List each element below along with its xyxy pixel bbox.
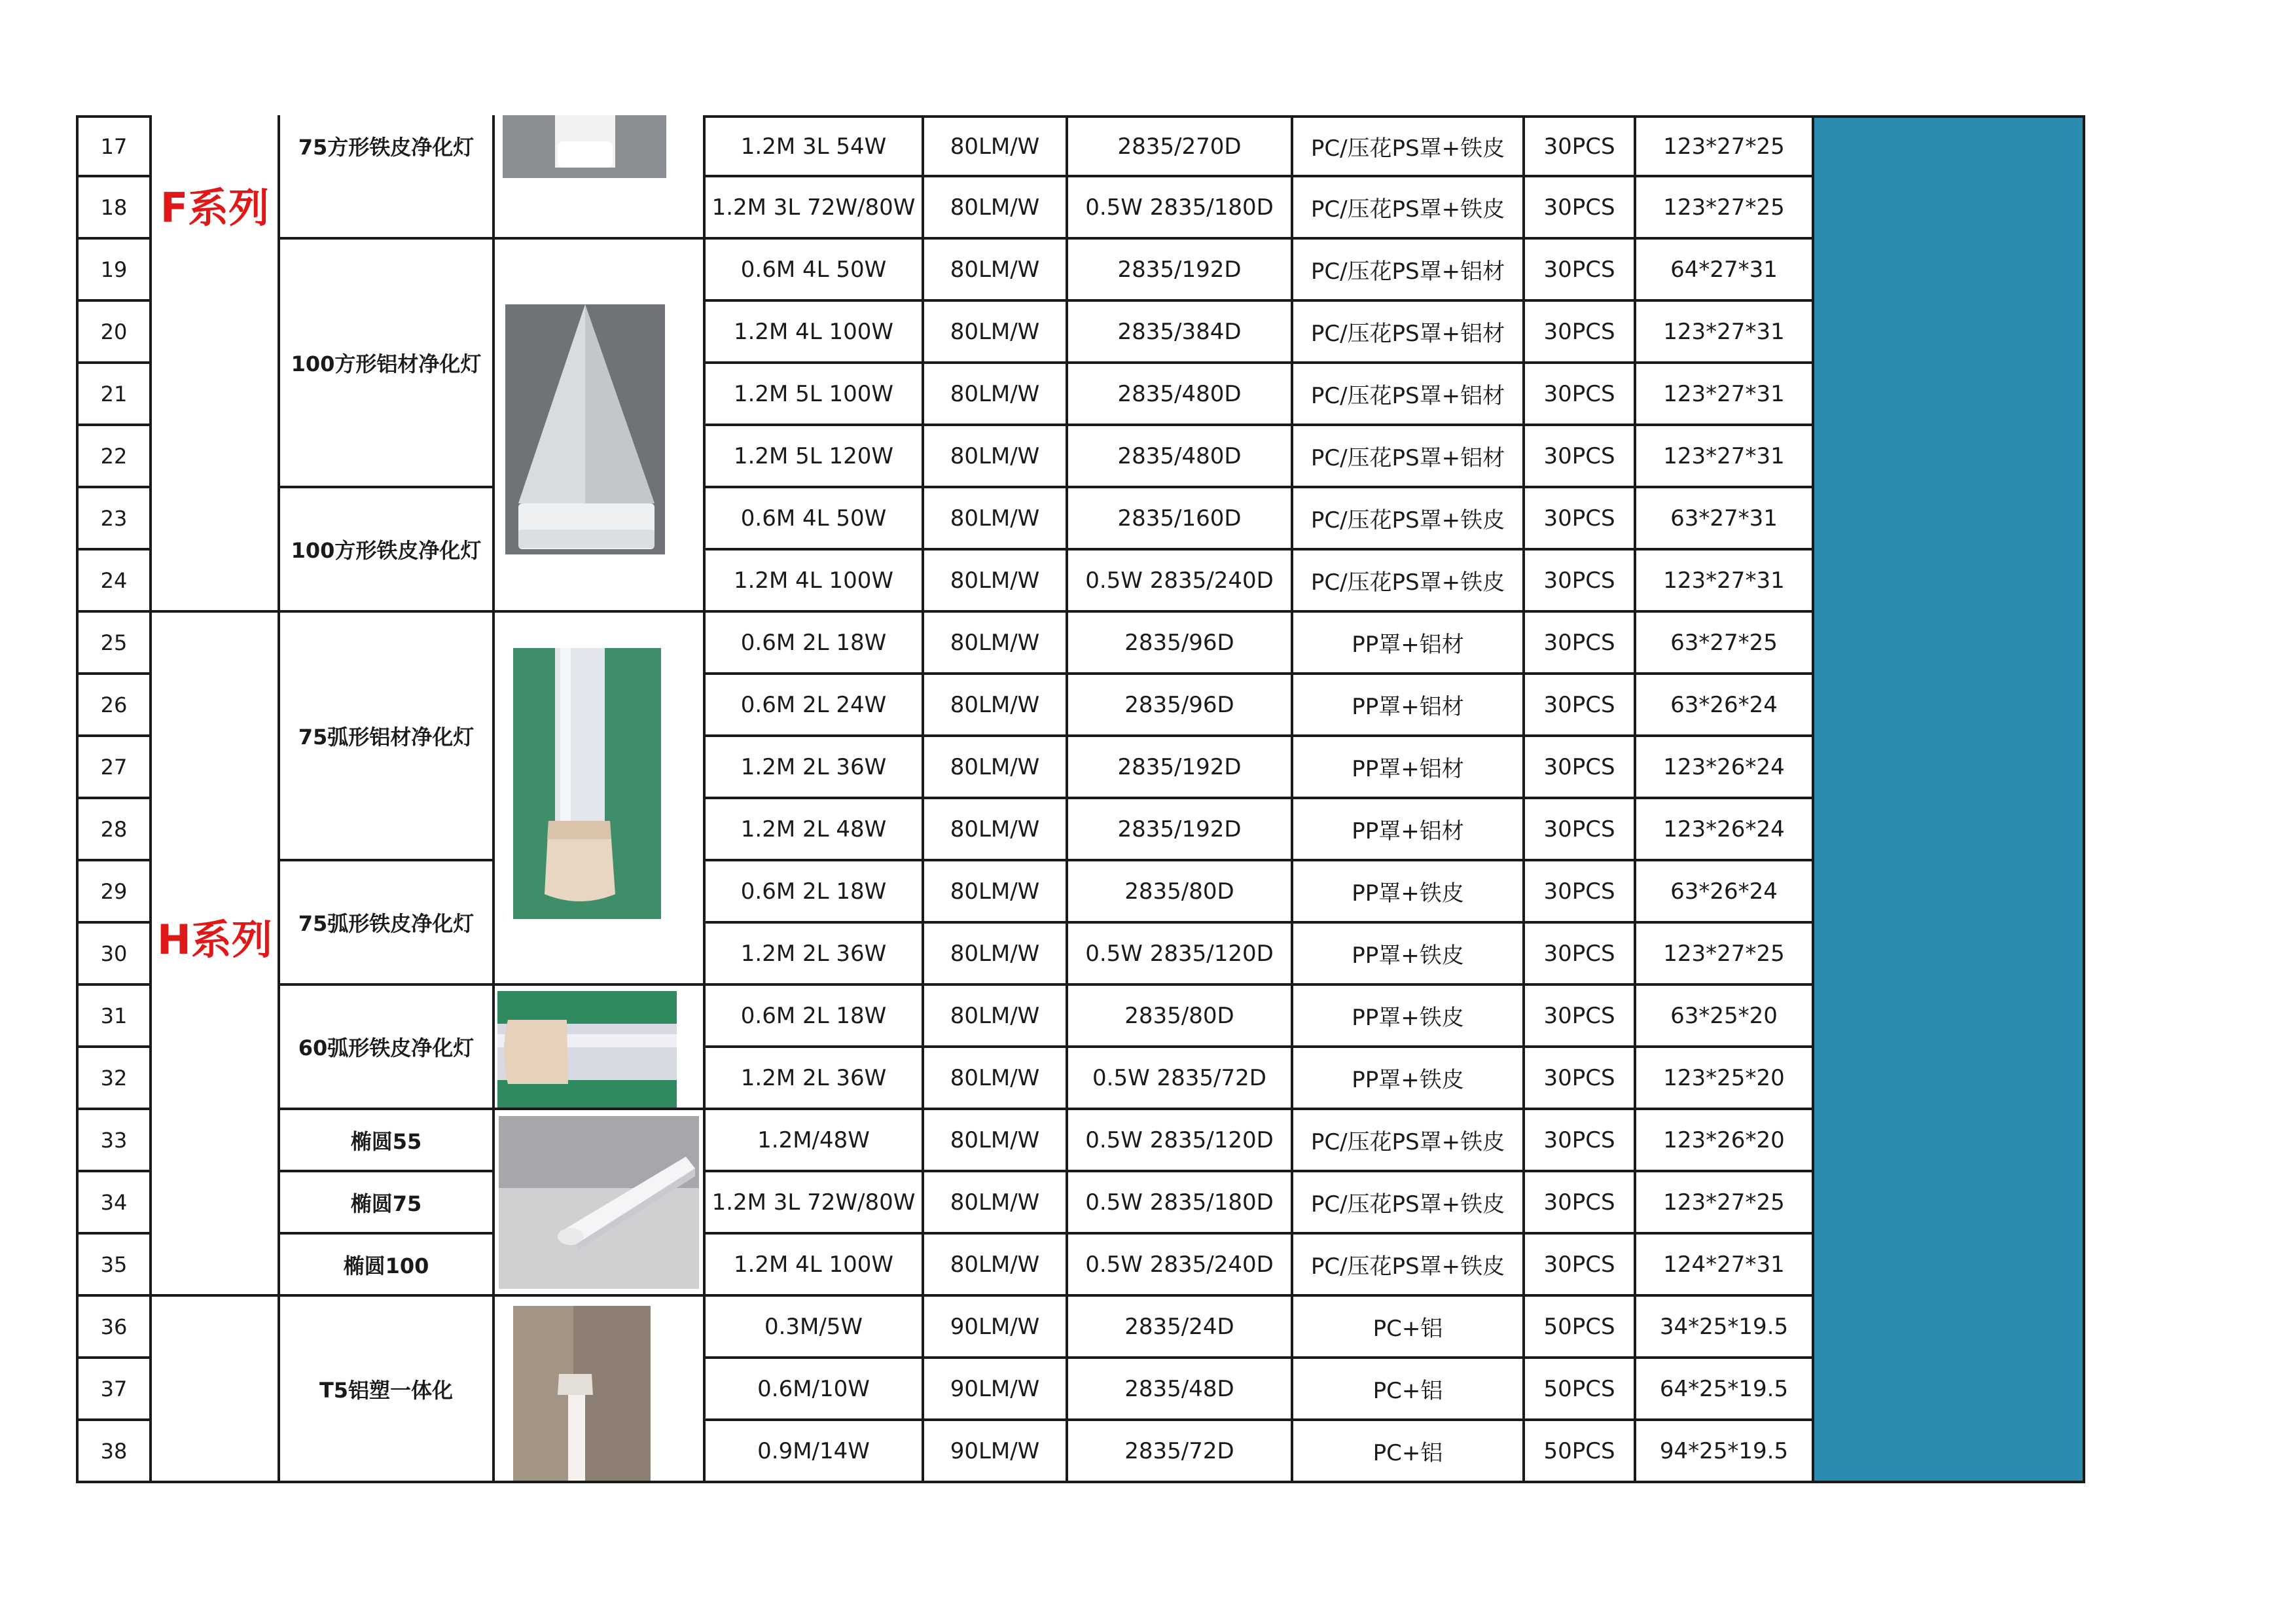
row-number: 32 (76, 1048, 149, 1110)
material-cell: PC/压花PS罩+铁皮 (1291, 488, 1522, 550)
packing-cell: 30PCS (1522, 613, 1634, 675)
spec-cell: 1.2M 5L 100W (703, 364, 922, 426)
carton-size-cell: 63*25*20 (1634, 986, 1812, 1048)
material-cell: PC/压花PS罩+铁皮 (1291, 177, 1522, 240)
packing-cell: 30PCS (1522, 986, 1634, 1048)
spec-cell: 0.6M 2L 18W (703, 986, 922, 1048)
carton-size-cell: 123*27*25 (1634, 177, 1812, 240)
carton-size-cell: 123*27*25 (1634, 115, 1812, 177)
led-cell: 2835/24D (1066, 1297, 1291, 1359)
row-number: 24 (76, 550, 149, 613)
led-cell: 2835/160D (1066, 488, 1291, 550)
row-number: 25 (76, 613, 149, 675)
row-number: 23 (76, 488, 149, 550)
packing-cell: 30PCS (1522, 799, 1634, 861)
product-name: 60弧形铁皮净化灯 (278, 986, 492, 1110)
row-number: 38 (76, 1421, 149, 1483)
efficiency-cell: 80LM/W (922, 799, 1066, 861)
packing-cell: 30PCS (1522, 115, 1634, 177)
spec-cell: 1.2M 3L 72W/80W (703, 1172, 922, 1235)
material-cell: PP罩+铁皮 (1291, 1048, 1522, 1110)
efficiency-cell: 80LM/W (922, 861, 1066, 924)
packing-cell: 30PCS (1522, 177, 1634, 240)
led-cell: 2835/96D (1066, 675, 1291, 737)
row-number: 19 (76, 240, 149, 302)
led-cell: 2835/480D (1066, 426, 1291, 488)
packing-cell: 30PCS (1522, 924, 1634, 986)
efficiency-cell: 80LM/W (922, 364, 1066, 426)
carton-size-cell: 123*26*20 (1634, 1110, 1812, 1172)
packing-cell: 30PCS (1522, 550, 1634, 613)
efficiency-cell: 90LM/W (922, 1421, 1066, 1483)
product-photo-t5 (492, 1297, 703, 1483)
efficiency-cell: 80LM/W (922, 488, 1066, 550)
row-number: 33 (76, 1110, 149, 1172)
packing-cell: 30PCS (1522, 364, 1634, 426)
lamp-image (495, 1297, 703, 1483)
carton-size-cell: 63*26*24 (1634, 861, 1812, 924)
product-name: 75弧形铁皮净化灯 (278, 861, 492, 986)
led-cell: 2835/384D (1066, 302, 1291, 364)
material-cell: PP罩+铝材 (1291, 799, 1522, 861)
material-cell: PP罩+铁皮 (1291, 861, 1522, 924)
material-cell: PC+铝 (1291, 1421, 1522, 1483)
packing-cell: 50PCS (1522, 1297, 1634, 1359)
series-label-h: H系列 (149, 613, 278, 1297)
efficiency-cell: 80LM/W (922, 1172, 1066, 1235)
row-number: 36 (76, 1297, 149, 1359)
material-cell: PC/压花PS罩+铝材 (1291, 426, 1522, 488)
carton-size-cell: 123*27*25 (1634, 924, 1812, 986)
product-photo-h2 (492, 986, 703, 1110)
lamp-image (495, 613, 703, 979)
carton-size-cell: 63*27*25 (1634, 613, 1812, 675)
led-cell: 2835/48D (1066, 1359, 1291, 1421)
carton-size-cell: 123*27*31 (1634, 364, 1812, 426)
spec-cell: 1.2M 3L 72W/80W (703, 177, 922, 240)
led-cell: 2835/72D (1066, 1421, 1291, 1483)
lamp-image (495, 242, 703, 608)
led-cell: 0.5W 2835/180D (1066, 1172, 1291, 1235)
packing-cell: 30PCS (1522, 675, 1634, 737)
material-cell: PC/压花PS罩+铝材 (1291, 302, 1522, 364)
product-name: T5铝塑一体化 (278, 1297, 492, 1483)
led-cell: 0.5W 2835/240D (1066, 1235, 1291, 1297)
product-name: 椭圆55 (278, 1110, 492, 1172)
carton-size-cell: 124*27*31 (1634, 1235, 1812, 1297)
spec-cell: 1.2M 4L 100W (703, 1235, 922, 1297)
packing-cell: 30PCS (1522, 302, 1634, 364)
efficiency-cell: 80LM/W (922, 613, 1066, 675)
led-cell: 2835/80D (1066, 861, 1291, 924)
efficiency-cell: 80LM/W (922, 924, 1066, 986)
spec-cell: 1.2M 2L 36W (703, 737, 922, 799)
spec-cell: 1.2M 4L 100W (703, 302, 922, 364)
efficiency-cell: 90LM/W (922, 1359, 1066, 1421)
spec-cell: 0.6M 2L 18W (703, 861, 922, 924)
packing-cell: 50PCS (1522, 1359, 1634, 1421)
row-number: 26 (76, 675, 149, 737)
carton-size-cell: 123*26*24 (1634, 799, 1812, 861)
material-cell: PC+铝 (1291, 1359, 1522, 1421)
spec-cell: 0.6M 2L 18W (703, 613, 922, 675)
product-name: 75弧形铝材净化灯 (278, 613, 492, 861)
efficiency-cell: 90LM/W (922, 1297, 1066, 1359)
product-name: 75方形铁皮净化灯 (278, 115, 492, 240)
efficiency-cell: 80LM/W (922, 115, 1066, 177)
product-photo-h1 (492, 613, 703, 986)
spec-cell: 0.6M/10W (703, 1359, 922, 1421)
product-photo-oval (492, 1110, 703, 1297)
material-cell: PC+铝 (1291, 1297, 1522, 1359)
series-label-f: F系列 (149, 115, 278, 613)
spec-cell: 1.2M 5L 120W (703, 426, 922, 488)
packing-cell: 30PCS (1522, 1235, 1634, 1297)
efficiency-cell: 80LM/W (922, 240, 1066, 302)
lamp-image (495, 1111, 703, 1294)
row-number: 35 (76, 1235, 149, 1297)
packing-cell: 30PCS (1522, 240, 1634, 302)
efficiency-cell: 80LM/W (922, 1110, 1066, 1172)
product-name: 椭圆100 (278, 1235, 492, 1297)
led-cell: 2835/80D (1066, 986, 1291, 1048)
packing-cell: 30PCS (1522, 426, 1634, 488)
spec-cell: 1.2M 2L 48W (703, 799, 922, 861)
side-panel (1812, 115, 2085, 1483)
carton-size-cell: 64*27*31 (1634, 240, 1812, 302)
row-number: 18 (76, 177, 149, 240)
carton-size-cell: 94*25*19.5 (1634, 1421, 1812, 1483)
efficiency-cell: 80LM/W (922, 1048, 1066, 1110)
packing-cell: 30PCS (1522, 488, 1634, 550)
row-number: 17 (76, 115, 149, 177)
product-photo-f1 (492, 115, 703, 240)
carton-size-cell: 123*27*31 (1634, 302, 1812, 364)
packing-cell: 30PCS (1522, 737, 1634, 799)
efficiency-cell: 80LM/W (922, 550, 1066, 613)
material-cell: PP罩+铁皮 (1291, 986, 1522, 1048)
spec-cell: 1.2M 4L 100W (703, 550, 922, 613)
product-name: 100方形铝材净化灯 (278, 240, 492, 488)
material-cell: PC/压花PS罩+铁皮 (1291, 1235, 1522, 1297)
material-cell: PP罩+铝材 (1291, 737, 1522, 799)
led-cell: 2835/192D (1066, 737, 1291, 799)
series-blank (149, 1297, 278, 1483)
material-cell: PC/压花PS罩+铝材 (1291, 364, 1522, 426)
lamp-image (495, 115, 703, 237)
row-number: 31 (76, 986, 149, 1048)
efficiency-cell: 80LM/W (922, 675, 1066, 737)
product-name: 100方形铁皮净化灯 (278, 488, 492, 613)
carton-size-cell: 34*25*19.5 (1634, 1297, 1812, 1359)
packing-cell: 30PCS (1522, 861, 1634, 924)
spec-cell: 0.3M/5W (703, 1297, 922, 1359)
efficiency-cell: 80LM/W (922, 737, 1066, 799)
material-cell: PP罩+铁皮 (1291, 924, 1522, 986)
carton-size-cell: 123*27*25 (1634, 1172, 1812, 1235)
spec-cell: 0.6M 2L 24W (703, 675, 922, 737)
led-cell: 2835/480D (1066, 364, 1291, 426)
led-cell: 2835/192D (1066, 799, 1291, 861)
carton-size-cell: 63*27*31 (1634, 488, 1812, 550)
carton-size-cell: 64*25*19.5 (1634, 1359, 1812, 1421)
spec-cell: 0.6M 4L 50W (703, 240, 922, 302)
led-cell: 0.5W 2835/240D (1066, 550, 1291, 613)
efficiency-cell: 80LM/W (922, 1235, 1066, 1297)
led-cell: 2835/96D (1066, 613, 1291, 675)
efficiency-cell: 80LM/W (922, 426, 1066, 488)
spec-cell: 1.2M/48W (703, 1110, 922, 1172)
row-number: 29 (76, 861, 149, 924)
spec-cell: 1.2M 3L 54W (703, 115, 922, 177)
efficiency-cell: 80LM/W (922, 302, 1066, 364)
material-cell: PC/压花PS罩+铁皮 (1291, 1172, 1522, 1235)
row-number: 30 (76, 924, 149, 986)
product-photo-f2 (492, 240, 703, 613)
led-cell: 0.5W 2835/180D (1066, 177, 1291, 240)
material-cell: PC/压花PS罩+铁皮 (1291, 115, 1522, 177)
packing-cell: 30PCS (1522, 1048, 1634, 1110)
row-number: 37 (76, 1359, 149, 1421)
carton-size-cell: 63*26*24 (1634, 675, 1812, 737)
spec-cell: 0.6M 4L 50W (703, 488, 922, 550)
packing-cell: 30PCS (1522, 1172, 1634, 1235)
row-number: 28 (76, 799, 149, 861)
lamp-image (495, 986, 703, 1108)
row-number: 20 (76, 302, 149, 364)
row-number: 22 (76, 426, 149, 488)
product-table (76, 115, 2085, 1483)
material-cell: PC/压花PS罩+铁皮 (1291, 550, 1522, 613)
efficiency-cell: 80LM/W (922, 177, 1066, 240)
led-cell: 0.5W 2835/120D (1066, 924, 1291, 986)
carton-size-cell: 123*27*31 (1634, 550, 1812, 613)
spec-cell: 1.2M 2L 36W (703, 924, 922, 986)
carton-size-cell: 123*25*20 (1634, 1048, 1812, 1110)
material-cell: PC/压花PS罩+铁皮 (1291, 1110, 1522, 1172)
row-number: 21 (76, 364, 149, 426)
packing-cell: 50PCS (1522, 1421, 1634, 1483)
led-cell: 2835/270D (1066, 115, 1291, 177)
carton-size-cell: 123*27*31 (1634, 426, 1812, 488)
efficiency-cell: 80LM/W (922, 986, 1066, 1048)
material-cell: PP罩+铝材 (1291, 613, 1522, 675)
carton-size-cell: 123*26*24 (1634, 737, 1812, 799)
material-cell: PP罩+铝材 (1291, 675, 1522, 737)
spec-cell: 1.2M 2L 36W (703, 1048, 922, 1110)
packing-cell: 30PCS (1522, 1110, 1634, 1172)
spec-cell: 0.9M/14W (703, 1421, 922, 1483)
led-cell: 2835/192D (1066, 240, 1291, 302)
material-cell: PC/压花PS罩+铝材 (1291, 240, 1522, 302)
product-name: 椭圆75 (278, 1172, 492, 1235)
row-number: 27 (76, 737, 149, 799)
led-cell: 0.5W 2835/120D (1066, 1110, 1291, 1172)
led-cell: 0.5W 2835/72D (1066, 1048, 1291, 1110)
row-number: 34 (76, 1172, 149, 1235)
